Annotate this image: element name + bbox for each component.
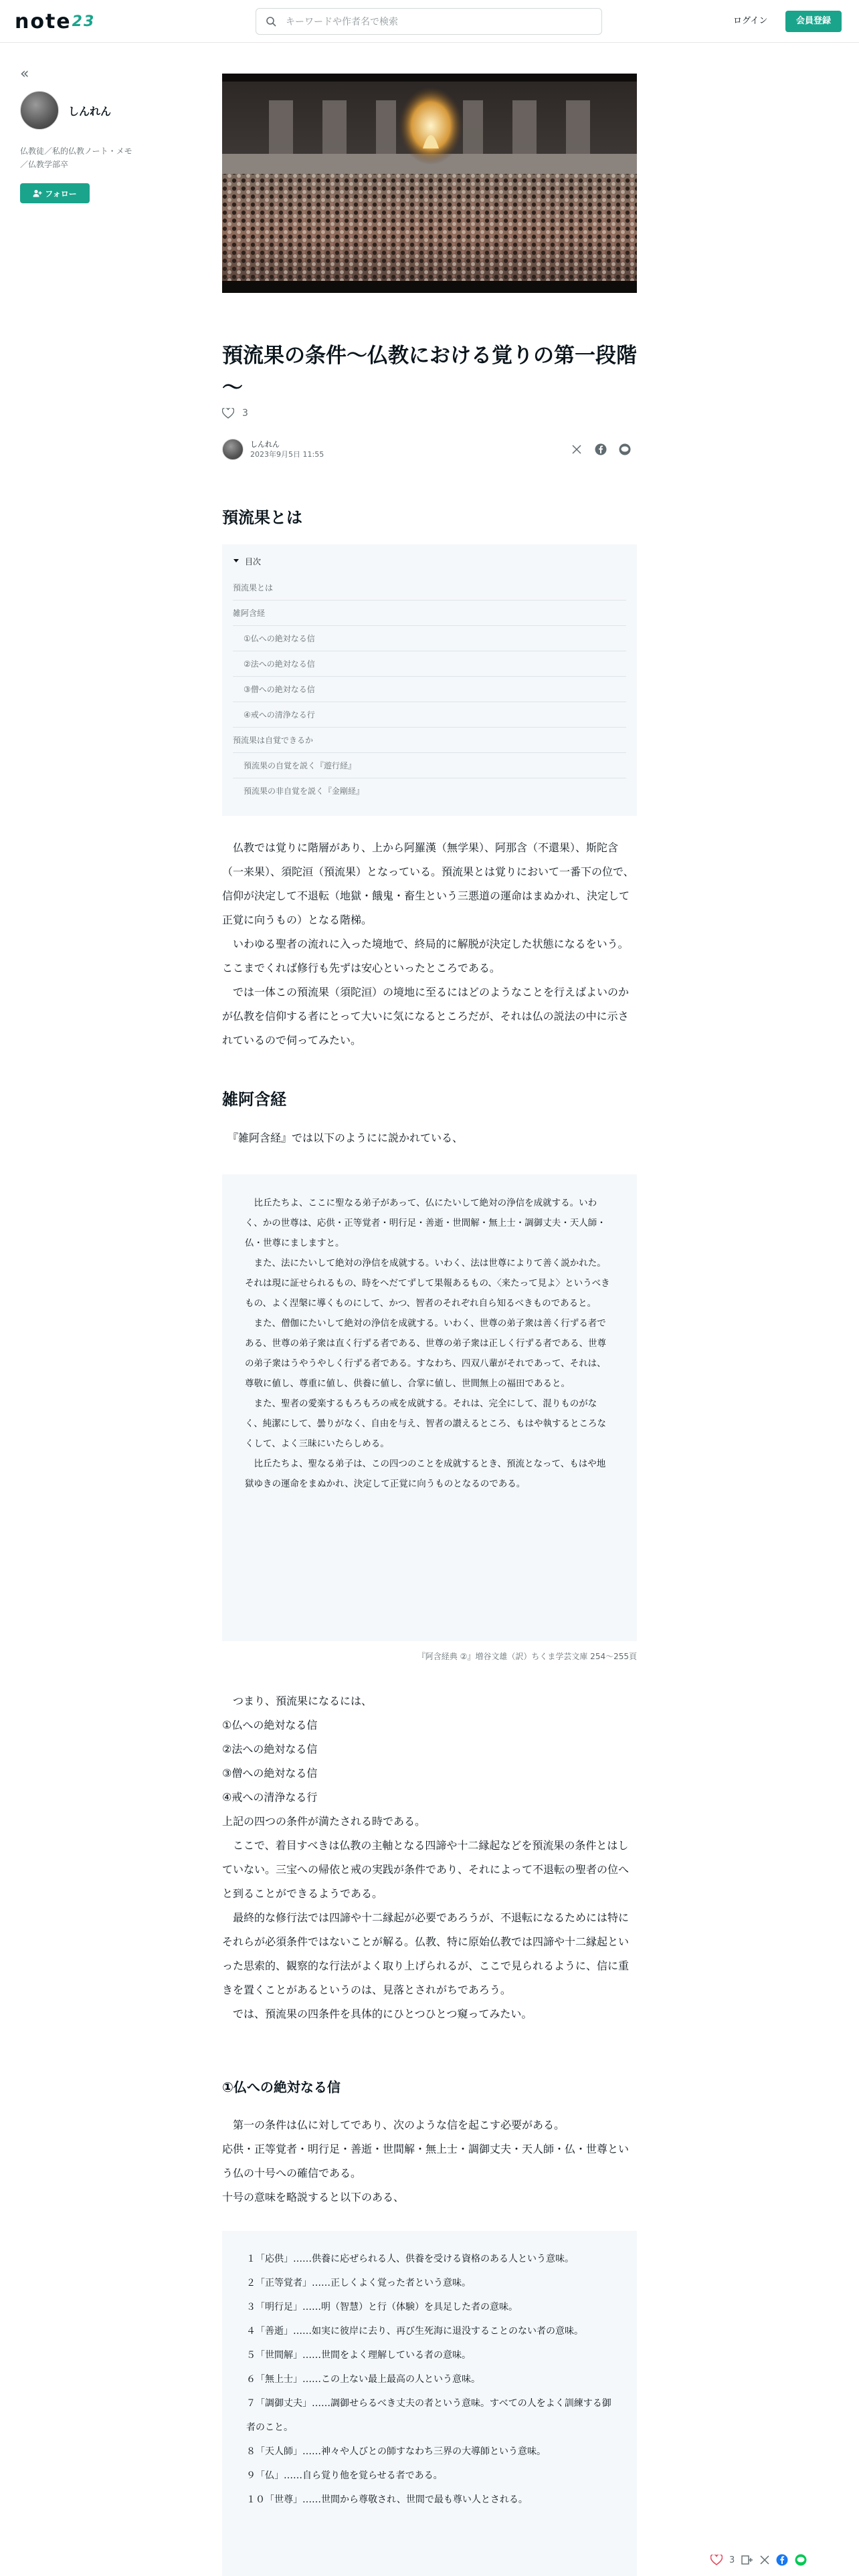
publish-date: 2023年9月5日 11:55 — [250, 450, 324, 459]
chevron-down-icon — [233, 558, 240, 564]
like-count[interactable]: 3 — [242, 408, 248, 419]
quote-paragraph: また、法にたいして絶対の浄信を成就する。いわく、法は世尊によりて善く説かれた。それは現に証せられるもの、時をへだてずして果報あるもの、〈来たって見よ〉というべきもの、よく涅槃に導くものにして、かつ、智者のそれぞれ自ら知るべきものであると。 — [245, 1258, 610, 1309]
section-heading-agama: 雑阿含経 — [222, 1090, 286, 1109]
note-logo[interactable]: note 23 — [15, 9, 96, 33]
x-share-icon[interactable] — [570, 443, 583, 456]
agama-lead: 『雑阿含経』では以下のようにに説かれている、 — [222, 1132, 464, 1144]
share-buttons — [570, 443, 632, 456]
paragraph: いわゆる聖者の流れに入った境地で、終局的に解脱が決定した状態になるをいう。ここまでくれば修行も先ずは安心といったところである。 — [222, 938, 629, 974]
subheading-buddha: ①仏への絶対なる信 — [222, 2079, 341, 2095]
signup-button[interactable]: 会員登録 — [785, 11, 842, 32]
search-icon — [266, 16, 276, 27]
paragraph: ④戒への清浄なる行 — [222, 1791, 318, 1804]
paragraph: つまり、預流果になるには、 — [222, 1695, 373, 1707]
global-header — [0, 0, 859, 43]
toc-item[interactable]: ②法への絶対なる信 — [233, 651, 626, 677]
quote-citation: 『阿含経典 ②』増谷文雄（訳）ちくま学芸文庫 254～255頁 — [417, 1652, 637, 1661]
author-profile[interactable] — [20, 91, 147, 130]
list-item: ８「天人師」……神々や人びとの師すなわち三界の大導師という意味。 — [246, 2446, 546, 2457]
blockquote — [222, 1174, 637, 1641]
intro-paragraphs — [222, 836, 637, 1053]
toc-item[interactable]: 預流果の非自覚を説く『金剛経』 — [244, 786, 365, 796]
paragraph: 十号の意味を略説すると以下のある、 — [222, 2191, 405, 2204]
list-item: ７「調御丈夫」……調御せらるべき丈夫の者という意味。すべての人をよく訓練する御者のこと。 — [246, 2398, 611, 2433]
ten-titles-list — [222, 2231, 637, 2576]
toc-list — [233, 575, 626, 804]
list-item: １０「世尊」……世間から尊敬され、世間で最も尊い人とされる。 — [246, 2494, 528, 2505]
toc-item[interactable]: ①仏への絶対なる信 — [233, 626, 626, 651]
search-input[interactable] — [256, 8, 602, 35]
buddha-paragraphs — [222, 2113, 637, 2210]
paragraph: 上記の四つの条件が満たされる時である。 — [222, 1815, 426, 1828]
author-name[interactable]: しんれん — [250, 440, 280, 449]
like-area — [222, 408, 248, 419]
line-share-icon[interactable] — [795, 2554, 807, 2566]
quote-paragraph: 比丘たちよ、ここに聖なる弟子があって、仏にたいして絶対の浄信を成就する。いわく、かの世尊は、応供・正等覚者・明行足・善逝・世間解・無上士・調御丈夫・天人師・仏・世尊にましますと。 — [245, 1198, 606, 1249]
quote-paragraph: また、聖者の愛楽するもろもろの戒を成就する。それは、完全にして、混りものがなく、純潔にして、曇りがなく、自由を与え、智者の讃えるところ、もはや執するところなくして、よく三昧にいたらしめる。 — [245, 1398, 606, 1449]
paragraph: ここで、着目すべきは仏教の主軸となる四諦や十二縁起などを預流果の条件とはしていない。三宝への帰依と戒の実践が条件であり、それによって不退転の聖者の位へと到ることができるようである。 — [222, 1839, 630, 1900]
magazine-add-icon[interactable] — [741, 2555, 753, 2565]
user-plus-icon — [33, 189, 42, 197]
hero-image — [222, 74, 637, 293]
follow-button[interactable]: フォロー — [20, 183, 90, 203]
list-item: １「応供」……供養に応ぜられる人、供養を受ける資格のある人という意味。 — [246, 2254, 574, 2264]
line-share-icon[interactable] — [618, 443, 632, 456]
author-name[interactable]: しんれん — [68, 104, 112, 118]
author-sidebar — [20, 67, 147, 203]
quote-paragraph: 比丘たちよ、聖なる弟子は、この四つのことを成就するとき、預流となって、もはや地獄ゆきの運命をまぬかれ、決定して正覚に向うものとなるのである。 — [245, 1459, 606, 1489]
list-item: ４「善逝」……如実に彼岸に去り、再び生死海に退没することのない者の意味。 — [246, 2326, 583, 2337]
login-button[interactable]: ログイン — [723, 11, 778, 32]
paragraph: 第一の条件は仏に対してであり、次のような信を起こす必要がある。 — [222, 2119, 565, 2131]
facebook-share-icon[interactable] — [776, 2554, 788, 2566]
toc-item[interactable]: ④戒への清浄なる行 — [233, 702, 626, 728]
list-item: ２「正等覚者」……正しくよく覚った者という意味。 — [246, 2278, 471, 2288]
facebook-share-icon[interactable] — [594, 443, 607, 456]
avatar[interactable] — [20, 91, 59, 130]
hero-image-art — [222, 74, 637, 293]
paragraph: では、預流果の四条件を具体的にひとつひとつ窺ってみたい。 — [222, 2008, 533, 2020]
heart-icon[interactable] — [222, 408, 234, 419]
quote-paragraph: また、僧伽にたいして絶対の浄信を成就する。いわく、世尊の弟子衆は善く行ずる者である、世尊の弟子衆は直く行ずる者である、世尊の弟子衆は正しく行ずる者である、世尊の弟子衆はうやうやしく行ずる者である。すなわち、四双八輩がそれであって、それは、尊敬に値し、尊重に値し、供養に値し、合掌に値し、世間無上の福田であると。 — [245, 1318, 606, 1389]
list-item: ９「仏」……自ら覚り他を覚らせる者である。 — [246, 2470, 443, 2481]
table-of-contents — [222, 544, 637, 816]
summary-paragraphs — [222, 1689, 637, 2026]
toc-header[interactable]: 目次 — [233, 554, 626, 568]
toc-item[interactable]: 預流果は自覚できるか — [233, 728, 626, 753]
heart-icon[interactable] — [710, 2555, 723, 2565]
toc-item[interactable]: ③僧への絶対なる信 — [233, 677, 626, 702]
toc-item[interactable]: 雑阿含経 — [233, 601, 626, 626]
list-item: ６「無上士」……この上ない最上最高の人という意味。 — [246, 2374, 480, 2385]
search-placeholder: キーワードや作者名で検索 — [286, 17, 398, 27]
list-item: ３「明行足」……明（智慧）と行（体験）を具足した者の意味。 — [246, 2302, 518, 2313]
paragraph: 応供・正等覚者・明行足・善逝・世間解・無上士・調御丈夫・天人師・仏・世尊という仏の十号への確信である。 — [222, 2143, 630, 2179]
floating-like-count[interactable]: 3 — [729, 2555, 735, 2565]
list-item: ５「世間解」……世間をよく理解している者の意味。 — [246, 2350, 471, 2361]
toc-item[interactable]: 預流果の自覚を説く『遊行経』 — [233, 753, 626, 778]
paragraph: ①仏への絶対なる信 — [222, 1719, 318, 1731]
paragraph: ③僧への絶対なる信 — [222, 1767, 318, 1780]
article-meta — [222, 437, 637, 461]
avatar[interactable] — [222, 439, 244, 460]
collapse-icon[interactable]: « — [20, 66, 29, 82]
paragraph: ②法への絶対なる信 — [222, 1743, 318, 1755]
paragraph: では一体この預流果（須陀洹）の境地に至るにはどのようなことを行えばよいのかが仏教を信仰する者にとって大いに気になるところだが、それは仏の説法の中に示されているので伺ってみたい。 — [222, 986, 630, 1047]
toc-item[interactable]: 預流果とは — [233, 575, 626, 601]
section-heading-intro: 預流果とは — [222, 508, 302, 527]
x-share-icon[interactable] — [760, 2555, 769, 2565]
paragraph: 最終的な修行法では四諦や十二縁起が必要であろうが、不退転になるためには特にそれらが必須条件ではないことが解る。仏教、特に原始仏教では四諦や十二縁起といった思索的、観察的な行法がよく取り上げられるが、ここで見られるように、信に重きを置くことがあるというのは、見落とされがちであろう。 — [222, 1911, 630, 1996]
paragraph: 仏教では覚りに階層があり、上から阿羅漢（無学果）、阿那含（不還果）、斯陀含（一来果）、須陀洹（預流果）となっている。預流果とは覚りにおいて一番下の位で、信仰が決定して不退転（地獄・餓鬼・畜生という三悪道の運命はまぬかれ、決定して正覚に向うもの）となる階梯。 — [222, 841, 634, 926]
floating-action-bar — [710, 2547, 856, 2573]
article-title: 預流果の条件～仏教における覚りの第一段階～ — [222, 344, 637, 400]
author-bio: 仏教徒／私的仏教ノート・メモ／仏教学部卒 — [20, 146, 132, 169]
